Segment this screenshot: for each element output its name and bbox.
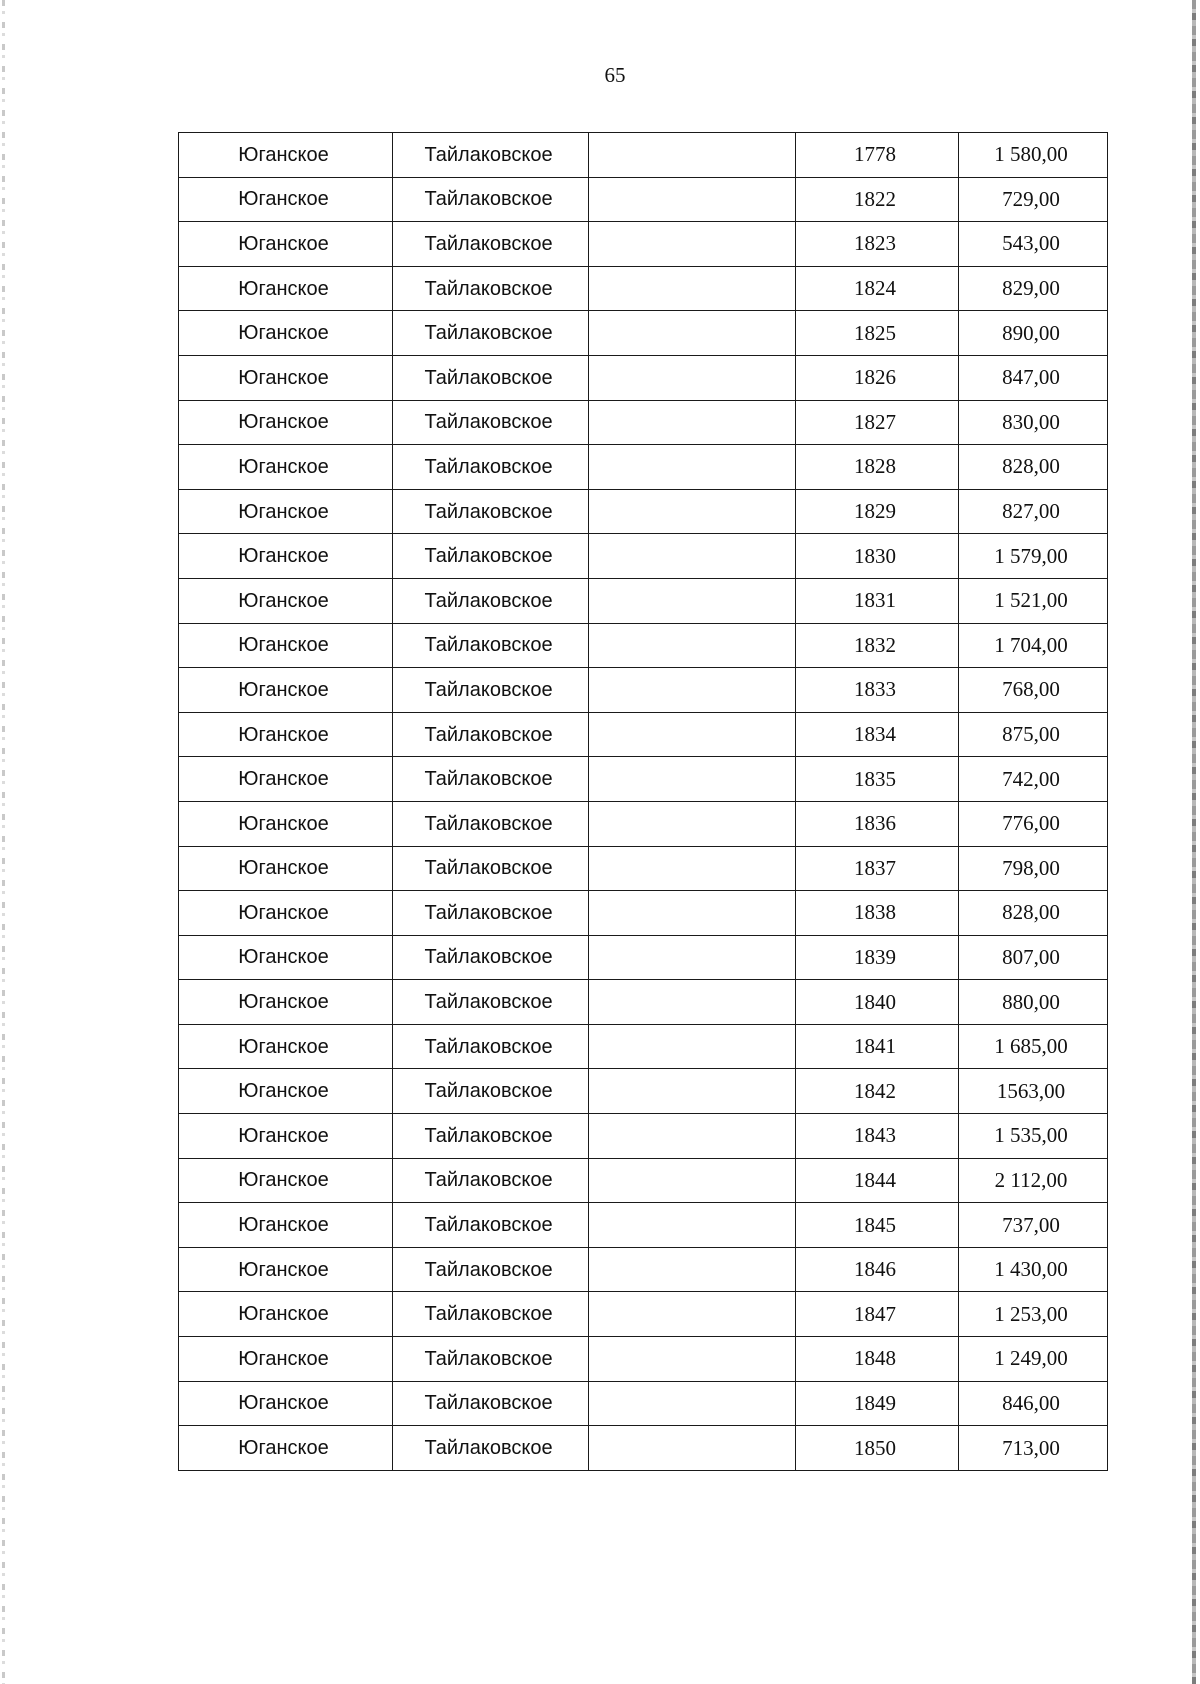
table-row [179,578,1108,623]
cell-number: 1840 [796,980,959,1025]
cell-value: 829,00 [959,266,1108,311]
cell-value: 742,00 [959,757,1108,802]
cell-field: Юганское [179,133,393,178]
cell-field: Юганское [179,1426,393,1471]
cell-field: Юганское [179,311,393,356]
cell-number: 1829 [796,489,959,534]
table-row [179,980,1108,1025]
cell-number: 1822 [796,177,959,222]
cell-number: 1842 [796,1069,959,1114]
cell-number: 1833 [796,668,959,713]
cell-field: Юганское [179,935,393,980]
cell-number: 1834 [796,712,959,757]
table-row [179,222,1108,267]
cell-field: Юганское [179,1024,393,1069]
cell-area: Тайлаковское [393,1337,589,1382]
cell-area: Тайлаковское [393,846,589,891]
table-row [179,891,1108,936]
cell-value: 768,00 [959,668,1108,713]
cell-field: Юганское [179,980,393,1025]
cell-area: Тайлаковское [393,534,589,579]
cell-number: 1826 [796,355,959,400]
cell-area: Тайлаковское [393,355,589,400]
cell-number: 1830 [796,534,959,579]
table-row [179,668,1108,713]
cell-area: Тайлаковское [393,222,589,267]
cell-value: 2 112,00 [959,1158,1108,1203]
cell-value: 1 579,00 [959,534,1108,579]
cell-value: 798,00 [959,846,1108,891]
cell-field: Юганское [179,355,393,400]
cell-field: Юганское [179,534,393,579]
cell-area: Тайлаковское [393,757,589,802]
cell-area: Тайлаковское [393,1158,589,1203]
data-table [178,132,1108,1471]
cell-field: Юганское [179,266,393,311]
cell-empty [589,891,796,936]
cell-value: 737,00 [959,1203,1108,1248]
cell-number: 1848 [796,1337,959,1382]
cell-value: 776,00 [959,801,1108,846]
table-row [179,712,1108,757]
cell-empty [589,1069,796,1114]
cell-value: 1 249,00 [959,1337,1108,1382]
cell-value: 846,00 [959,1381,1108,1426]
cell-area: Тайлаковское [393,668,589,713]
cell-field: Юганское [179,1203,393,1248]
cell-field: Юганское [179,1158,393,1203]
cell-value: 1 430,00 [959,1247,1108,1292]
cell-area: Тайлаковское [393,935,589,980]
cell-field: Юганское [179,891,393,936]
cell-number: 1849 [796,1381,959,1426]
cell-number: 1831 [796,578,959,623]
cell-empty [589,623,796,668]
cell-area: Тайлаковское [393,623,589,668]
cell-empty [589,935,796,980]
table-row [179,801,1108,846]
cell-value: 729,00 [959,177,1108,222]
table-row [179,1292,1108,1337]
cell-empty [589,757,796,802]
cell-field: Юганское [179,1292,393,1337]
cell-area: Тайлаковское [393,801,589,846]
cell-number: 1823 [796,222,959,267]
cell-area: Тайлаковское [393,1247,589,1292]
table-row [179,1203,1108,1248]
cell-value: 543,00 [959,222,1108,267]
table-row [179,133,1108,178]
cell-value: 1 580,00 [959,133,1108,178]
cell-field: Юганское [179,1247,393,1292]
cell-value: 830,00 [959,400,1108,445]
cell-number: 1832 [796,623,959,668]
cell-value: 1 521,00 [959,578,1108,623]
cell-empty [589,177,796,222]
cell-value: 828,00 [959,891,1108,936]
table-row [179,177,1108,222]
cell-number: 1847 [796,1292,959,1337]
cell-field: Юганское [179,623,393,668]
cell-area: Тайлаковское [393,578,589,623]
table-row [179,623,1108,668]
table-row [179,445,1108,490]
cell-area: Тайлаковское [393,266,589,311]
cell-area: Тайлаковское [393,177,589,222]
cell-empty [589,534,796,579]
cell-empty [589,400,796,445]
cell-area: Тайлаковское [393,712,589,757]
cell-value: 1 253,00 [959,1292,1108,1337]
table-row [179,1337,1108,1382]
cell-field: Юганское [179,222,393,267]
cell-area: Тайлаковское [393,400,589,445]
cell-empty [589,1158,796,1203]
cell-number: 1844 [796,1158,959,1203]
cell-area: Тайлаковское [393,1292,589,1337]
cell-value: 1563,00 [959,1069,1108,1114]
table-row [179,266,1108,311]
cell-number: 1850 [796,1426,959,1471]
cell-empty [589,1247,796,1292]
table-row [179,1024,1108,1069]
table-row [179,757,1108,802]
cell-number: 1824 [796,266,959,311]
cell-field: Юганское [179,445,393,490]
cell-empty [589,712,796,757]
cell-field: Юганское [179,177,393,222]
cell-empty [589,1292,796,1337]
cell-field: Юганское [179,712,393,757]
cell-empty [589,801,796,846]
cell-number: 1827 [796,400,959,445]
cell-empty [589,1381,796,1426]
cell-empty [589,1203,796,1248]
cell-area: Тайлаковское [393,1024,589,1069]
cell-area: Тайлаковское [393,1381,589,1426]
cell-empty [589,1337,796,1382]
cell-empty [589,980,796,1025]
cell-empty [589,222,796,267]
cell-empty [589,668,796,713]
cell-number: 1825 [796,311,959,356]
cell-value: 847,00 [959,355,1108,400]
cell-field: Юганское [179,578,393,623]
cell-field: Юганское [179,489,393,534]
cell-value: 880,00 [959,980,1108,1025]
cell-empty [589,846,796,891]
cell-area: Тайлаковское [393,1203,589,1248]
cell-number: 1845 [796,1203,959,1248]
cell-value: 875,00 [959,712,1108,757]
cell-area: Тайлаковское [393,1069,589,1114]
cell-value: 713,00 [959,1426,1108,1471]
cell-field: Юганское [179,400,393,445]
cell-field: Юганское [179,801,393,846]
cell-number: 1778 [796,133,959,178]
cell-empty [589,1426,796,1471]
cell-value: 1 704,00 [959,623,1108,668]
cell-value: 828,00 [959,445,1108,490]
cell-value: 890,00 [959,311,1108,356]
cell-area: Тайлаковское [393,489,589,534]
cell-empty [589,1114,796,1159]
page-number: 65 [604,63,626,87]
cell-area: Тайлаковское [393,133,589,178]
table-row [179,1247,1108,1292]
cell-number: 1846 [796,1247,959,1292]
cell-area: Тайлаковское [393,445,589,490]
cell-empty [589,133,796,178]
cell-number: 1828 [796,445,959,490]
table-row [179,1426,1108,1471]
cell-field: Юганское [179,1069,393,1114]
cell-field: Юганское [179,846,393,891]
cell-number: 1843 [796,1114,959,1159]
table-body [179,133,1108,1471]
cell-area: Тайлаковское [393,1426,589,1471]
scan-edge-left [2,0,5,1684]
table-row [179,1069,1108,1114]
cell-empty [589,489,796,534]
cell-field: Юганское [179,1114,393,1159]
cell-empty [589,1024,796,1069]
cell-empty [589,578,796,623]
table-row [179,1158,1108,1203]
cell-number: 1837 [796,846,959,891]
table-row [179,1114,1108,1159]
table-row [179,311,1108,356]
cell-value: 1 685,00 [959,1024,1108,1069]
cell-value: 1 535,00 [959,1114,1108,1159]
cell-area: Тайлаковское [393,1114,589,1159]
table-row [179,534,1108,579]
cell-empty [589,311,796,356]
table-row [179,1381,1108,1426]
table-row [179,400,1108,445]
cell-number: 1836 [796,801,959,846]
cell-area: Тайлаковское [393,891,589,936]
cell-field: Юганское [179,1381,393,1426]
cell-number: 1835 [796,757,959,802]
cell-empty [589,355,796,400]
cell-number: 1841 [796,1024,959,1069]
cell-area: Тайлаковское [393,311,589,356]
cell-area: Тайлаковское [393,980,589,1025]
table-row [179,489,1108,534]
cell-field: Юганское [179,1337,393,1382]
cell-empty [589,266,796,311]
cell-field: Юганское [179,668,393,713]
cell-value: 827,00 [959,489,1108,534]
scan-edge-right [1192,0,1196,1684]
table-row [179,355,1108,400]
table-row [179,846,1108,891]
cell-field: Юганское [179,757,393,802]
cell-number: 1838 [796,891,959,936]
cell-value: 807,00 [959,935,1108,980]
cell-number: 1839 [796,935,959,980]
table-row [179,935,1108,980]
cell-empty [589,445,796,490]
